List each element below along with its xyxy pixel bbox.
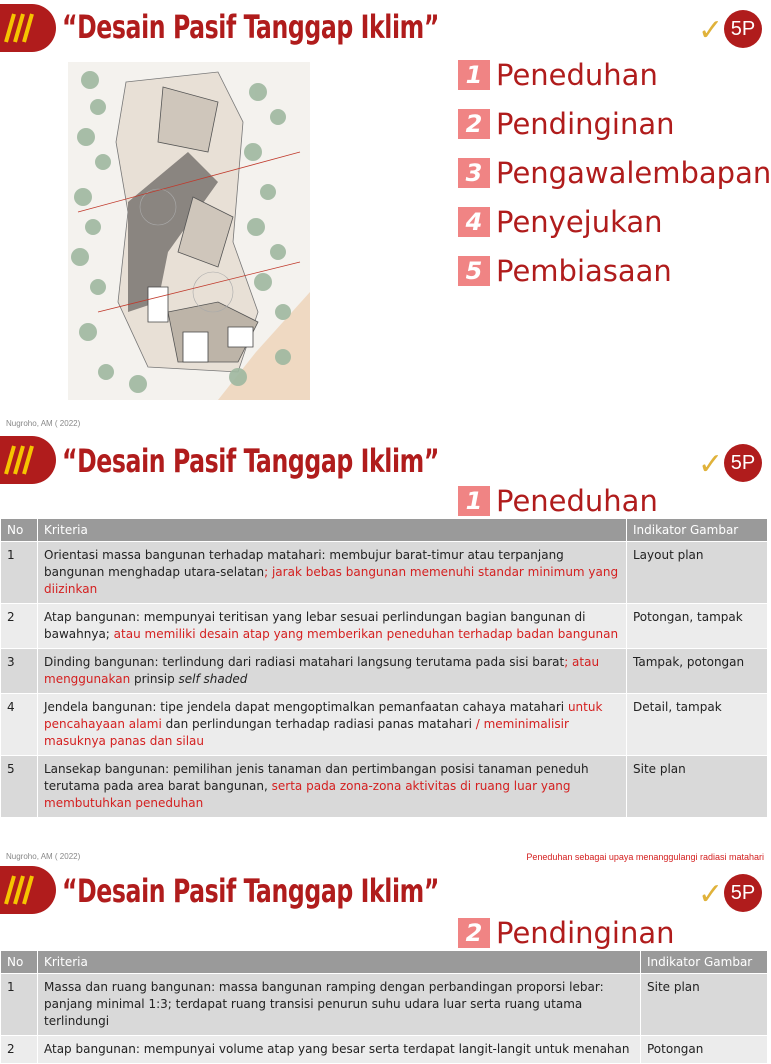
cell-no: 1: [1, 542, 38, 604]
logo-circle: 5P: [724, 874, 762, 912]
principle-label: Pengawalembapan: [496, 155, 771, 190]
triple-slash-icon: [0, 440, 40, 480]
col-kriteria: Kriteria: [38, 951, 641, 974]
citation: Nugroho, AM ( 2022): [6, 852, 81, 861]
table-row: [1, 694, 768, 756]
page-title: “Desain Pasif Tanggap Iklim”: [62, 442, 439, 480]
slide-3: [0, 864, 768, 1056]
title-stripe: [0, 436, 56, 484]
col-indikator: Indikator Gambar: [627, 519, 768, 542]
principle-label: Pembiasaan: [496, 253, 672, 288]
section-subtitle: [458, 916, 675, 950]
principle-number: 1: [458, 60, 490, 90]
cell-indikator: Detail, tampak: [627, 694, 768, 756]
cell-kriteria: Atap bangunan: mempunyai volume atap yang besar serta terdapat langit-langit untuk menahan: [38, 1036, 641, 1064]
principle-label: Peneduhan: [496, 484, 658, 518]
col-kriteria: Kriteria: [38, 519, 627, 542]
cell-kriteria: Atap bangunan: mempunyai teritisan yang lebar sesuai perlindungan bagian bangunan di bawahnya; atau memiliki desain atap yang memberikan peneduhan terhadap badan bangunan: [38, 604, 627, 649]
table-row: [1, 542, 768, 604]
title-stripe: [0, 866, 56, 914]
principle-number: 4: [458, 207, 490, 237]
principle-number: 2: [458, 109, 490, 139]
principle-label: Pendinginan: [496, 106, 675, 141]
logo-circle: 5P: [724, 444, 762, 482]
logo-5p: [698, 444, 770, 484]
cell-kriteria: Dinding bangunan: terlindung dari radiasi matahari langsung terutama pada sisi barat; atau menggunakan prinsip self shaded: [38, 649, 627, 694]
slide-note: Peneduhan sebagai upaya menanggulangi radiasi matahari: [526, 852, 764, 862]
cell-indikator: Site plan: [627, 756, 768, 818]
cell-kriteria: Orientasi massa bangunan terhadap matahari: membujur barat-timur atau terpanjang bangunan menghadap utara-selatan; jarak bebas bangunan memenuhi standar minimum yang diizinkan: [38, 542, 627, 604]
page-title: “Desain Pasif Tanggap Iklim”: [62, 8, 439, 46]
table-row: [1, 1036, 768, 1064]
cell-indikator: Potongan: [641, 1036, 768, 1064]
table-header-row: [1, 519, 768, 542]
principle-number: 5: [458, 256, 490, 286]
site-plan-image: [68, 62, 310, 400]
check-icon: ✓: [698, 877, 724, 912]
col-indikator: Indikator Gambar: [641, 951, 768, 974]
principle-number: 1: [458, 486, 490, 516]
principle-list: [458, 50, 771, 295]
page-title: “Desain Pasif Tanggap Iklim”: [62, 872, 439, 910]
principle-item: [458, 50, 771, 99]
logo-5p: [698, 10, 770, 50]
table-row: [1, 756, 768, 818]
section-subtitle: [458, 484, 658, 518]
col-no: No: [1, 951, 38, 974]
table-row: [1, 974, 768, 1036]
principle-item: [458, 246, 771, 295]
cell-kriteria: Lansekap bangunan: pemilihan jenis tanaman dan pertimbangan posisi tanaman peneduh terutama pada area barat bangunan, serta pada zona-zona aktivitas di ruang luar yang membutuhkan peneduhan: [38, 756, 627, 818]
principle-label: Penyejukan: [496, 204, 663, 239]
table-header-row: [1, 951, 768, 974]
cell-no: 5: [1, 756, 38, 818]
cell-no: 2: [1, 604, 38, 649]
principle-label: Peneduhan: [496, 57, 658, 92]
col-no: No: [1, 519, 38, 542]
cell-indikator: Tampak, potongan: [627, 649, 768, 694]
table-row: [1, 604, 768, 649]
cell-no: 1: [1, 974, 38, 1036]
principle-item: [458, 197, 771, 246]
table-row: [1, 649, 768, 694]
cell-kriteria: Jendela bangunan: tipe jendela dapat mengoptimalkan pemanfaatan cahaya matahari untuk pencahayaan alami dan perlindungan terhadap radiasi panas matahari / meminimalisir masuknya panas dan silau: [38, 694, 627, 756]
cell-kriteria: Massa dan ruang bangunan: massa bangunan ramping dengan perbandingan proporsi lebar: panjang minimal 1:3; terdapat ruang transisi penurun suhu udara luar serta ruang utama terlindungi: [38, 974, 641, 1036]
principle-item: [458, 148, 771, 197]
cell-indikator: Site plan: [641, 974, 768, 1036]
triple-slash-icon: [0, 870, 40, 910]
logo-5p: [698, 874, 770, 914]
principle-number: 2: [458, 918, 490, 948]
criteria-table: [0, 950, 768, 1064]
check-icon: ✓: [698, 13, 724, 48]
slide-2: [0, 432, 768, 836]
principle-number: 3: [458, 158, 490, 188]
criteria-table: [0, 518, 768, 818]
triple-slash-icon: [0, 8, 40, 48]
cell-no: 2: [1, 1036, 38, 1064]
cell-no: 3: [1, 649, 38, 694]
principle-item: [458, 99, 771, 148]
logo-circle: 5P: [724, 10, 762, 48]
principle-label: Pendinginan: [496, 916, 675, 950]
slide-1: [0, 0, 771, 428]
title-stripe: [0, 4, 56, 52]
cell-indikator: Layout plan: [627, 542, 768, 604]
cell-indikator: Potongan, tampak: [627, 604, 768, 649]
cell-no: 4: [1, 694, 38, 756]
check-icon: ✓: [698, 447, 724, 482]
citation: Nugroho, AM ( 2022): [6, 419, 81, 428]
